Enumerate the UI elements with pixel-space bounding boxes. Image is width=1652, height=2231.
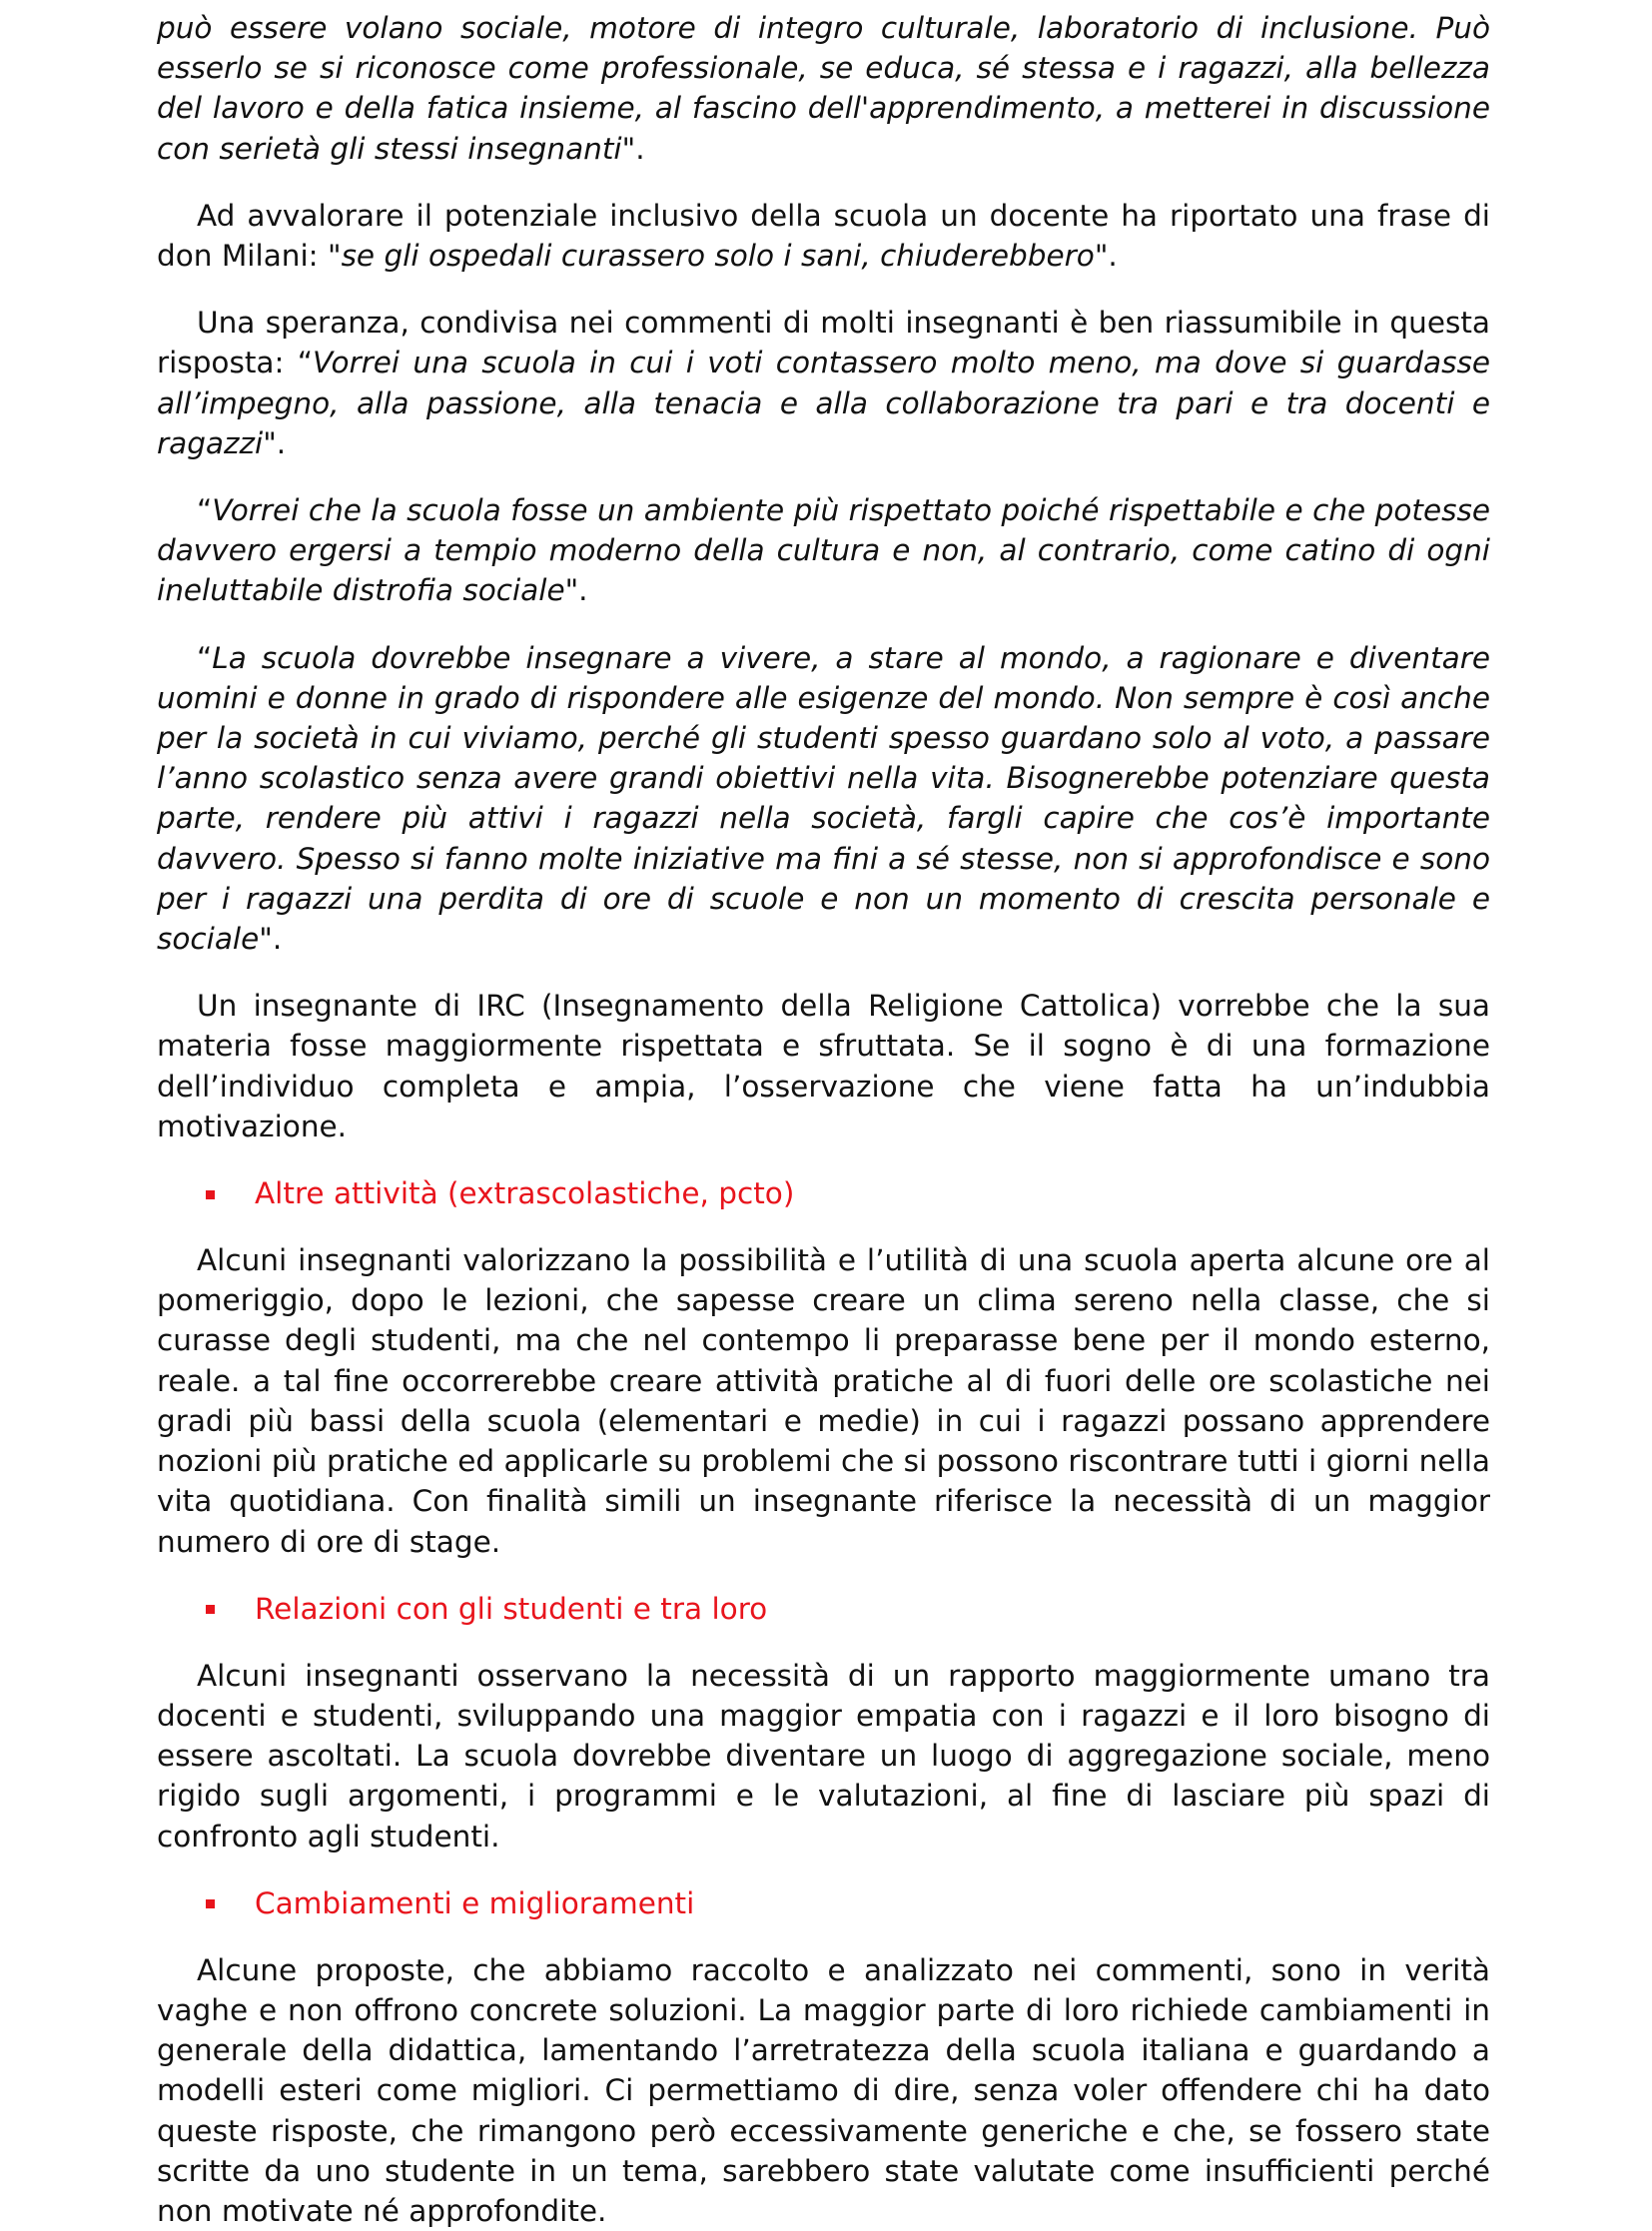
quote-text: se gli ospedali curassero solo i sani, chiuderebbero xyxy=(341,239,1095,274)
bullet-square-icon xyxy=(206,1899,215,1908)
section-heading-relazioni xyxy=(157,1589,1490,1629)
paragraph-speranza xyxy=(157,303,1490,463)
quote-text: La scuola dovrebbe insegnare a vivere, a stare al mondo, a ragionare e diventare uomini e donne in grado di rispondere alle esigenze del mondo. Non sempre è così anche per la società in cui viviamo, perché gli studenti spesso guardano solo al voto, a passare l’anno scolastico senza avere grandi obiettivi nella vita. Bisognerebbe potenziare questa parte, rendere più attivi i ragazzi nella società, fargli capire che cos’è importante davvero. Spesso si fanno molte iniziative ma fini a sé stesse, non si approfondisce e sono per i ragazzi una perdita di ore di scuole e non un momento di crescita personale e sociale xyxy=(157,640,1490,957)
paragraph-quote-continuation xyxy=(157,8,1490,169)
quote-close: ". xyxy=(259,922,283,957)
paragraph-don-milani xyxy=(157,196,1490,276)
paragraph-relazioni: Alcuni insegnanti osservano la necessità di un rapporto maggiormente umano tra docenti e studenti, sviluppando una maggior empatia con i ragazzi e il loro bisogno di essere ascoltati. La scuola dovrebbe diventare un luogo di aggregazione sociale, meno rigido sugli argomenti, i programmi e le valutazioni, al fine di lasciare più spazi di confronto agli studenti. xyxy=(157,1658,1490,1854)
quote-open: “ xyxy=(197,640,213,675)
quote-close: ". xyxy=(621,131,645,166)
paragraph-quote-rispettato xyxy=(157,490,1490,611)
section-heading-cambiamenti xyxy=(157,1883,1490,1923)
quote-text: può essere volano sociale, motore di integro culturale, laboratorio di inclusione. Può esserlo se si riconosce come professionale, se educa, sé stessa e i ragazzi, alla bellezza del lavoro e della fatica insieme, al fascino dell'apprendimento, a metterei in discussione con serietà gli stessi insegnanti xyxy=(157,11,1490,166)
heading-text: Relazioni con gli studenti e tra loro xyxy=(255,1591,768,1626)
paragraph-lead: Ad avvalorare il potenziale inclusivo della scuola un docente ha riportato una frase di don Milani: " xyxy=(157,198,1490,274)
quote-text: Vorrei una scuola in cui i voti contassero molto meno, ma dove si guardasse all’impegno, alla passione, alla tenacia e alla collaborazione tra pari e tra docenti e ragazzi xyxy=(157,346,1490,460)
heading-text: Cambiamenti e miglioramenti xyxy=(255,1885,695,1920)
paragraph-irc: Un insegnante di IRC (Insegnamento della Religione Cattolica) vorrebbe che la sua materia fosse maggiormente rispettata e sfruttata. Se il sogno è di una formazione dell’individuo completa e ampia, l’osservazione che viene fatta ha un’indubbia motivazione. xyxy=(157,989,1490,1143)
paragraph-lead: Una speranza, condivisa nei commenti di molti insegnanti è ben riassumibile in questa risposta: “ xyxy=(157,306,1490,380)
quote-open: “ xyxy=(197,493,213,528)
document-page xyxy=(157,8,1490,2231)
quote-close: ". xyxy=(564,573,588,608)
bullet-square-icon xyxy=(206,1190,215,1199)
quote-close: ". xyxy=(1094,239,1118,274)
paragraph-attivita: Alcuni insegnanti valorizzano la possibilità e l’utilità di una scuola aperta alcune ore al pomeriggio, dopo le lezioni, che sapesse creare un clima sereno nella classe, che si curasse degli studenti, ma che nel contempo li preparasse bene per il mondo esterno, reale. a tal fine occorrerebbe creare attività pratiche al di fuori delle ore scolastiche nei gradi più bassi della scuola (elementari e medie) in cui i ragazzi possano apprendere nozioni più pratiche ed applicarle su problemi che si possono riscontrare tutti i giorni nella vita quotidiana. Con finalità simili un insegnante riferisce la necessità di un maggior numero di ore di stage. xyxy=(157,1243,1490,1559)
bullet-square-icon xyxy=(206,1605,215,1614)
paragraph-proposte: Alcune proposte, che abbiamo raccolto e analizzato nei commenti, sono in verità vaghe e non offrono concrete soluzioni. La maggior parte di loro richiede cambiamenti in generale della didattica, lamentando l’arretratezza della scuola italiana e guardando a modelli esteri come migliori. Ci permettiamo di dire, senza voler offendere chi ha dato queste risposte, che rimangono però eccessivamente generiche e che, se fossero state scritte da uno studente in un tema, sarebbero state valutate come insufficienti perché non motivate né approfondite. xyxy=(157,1952,1490,2228)
heading-text: Altre attività (extrascolastiche, pcto) xyxy=(255,1175,795,1210)
paragraph-quote-vivere xyxy=(157,638,1490,960)
quote-text: Vorrei che la scuola fosse un ambiente più rispettato poiché rispettabile e che potesse davvero ergersi a tempio moderno della cultura e non, al contrario, come catino di ogni ineluttabile distrofia sociale xyxy=(157,493,1490,608)
section-heading-extrascolastiche xyxy=(157,1173,1490,1213)
quote-close: ". xyxy=(263,425,287,460)
